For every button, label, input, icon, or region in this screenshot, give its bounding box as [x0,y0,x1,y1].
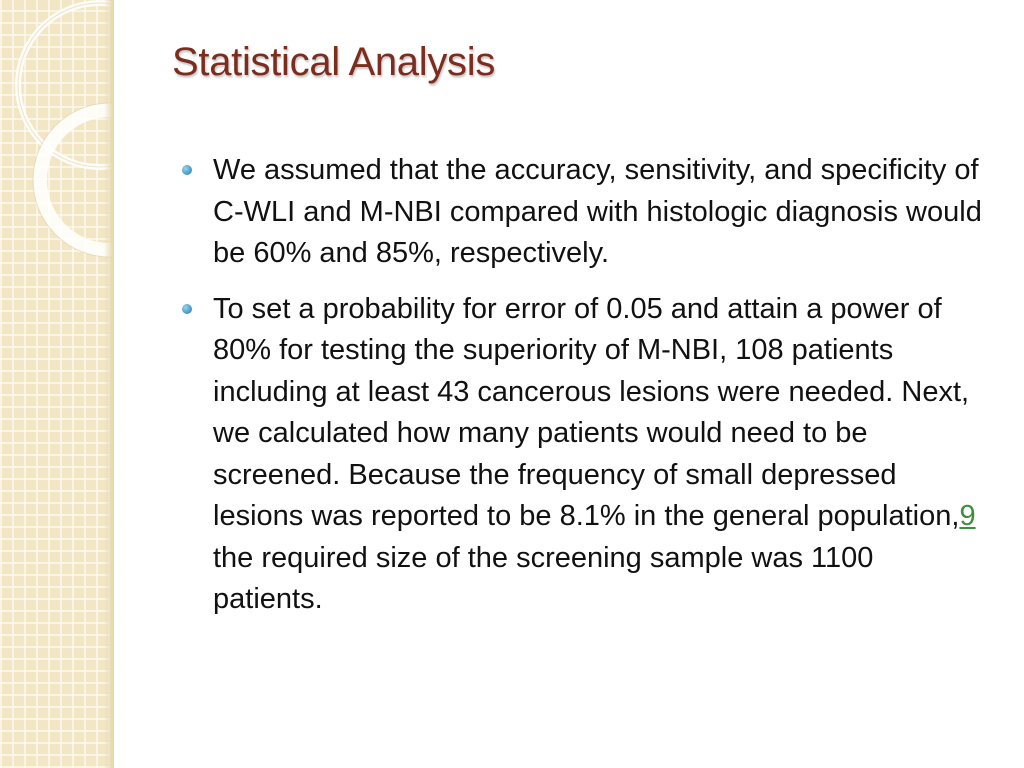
strip-edge-shade [104,0,112,768]
bullet-item-2 [182,289,982,621]
decorative-side-strip [0,0,112,768]
bullet-dot-icon [182,304,192,314]
bullet-item-1 [182,150,982,275]
citation-link[interactable]: 9 [959,500,976,532]
slide-title: Statistical Analysis [172,40,496,84]
bullet-text-part-2: the required size of the screening sample was 1100 patients. [213,541,874,615]
slide-body [182,150,982,635]
bullet-text-part-1: To set a probability for error of 0.05 and attain a power of 80% for testing the superiority of M-NBI, 108 patients including at least 43 cancerous lesions were needed. Next, we calculated how many patients would need to be screened. Because the frequency of small depressed lesions was reported to be 8.1% in the general population, [213,292,970,532]
bullet-list [182,150,982,621]
divider-line [112,0,114,768]
decorative-circles [0,0,112,768]
bullet-dot-icon [182,165,192,175]
bullet-text: We assumed that the accuracy, sensitivity, and specificity of C-WLI and M-NBI compared with histologic diagnosis would be 60% and 85%, respectively. [213,154,982,269]
